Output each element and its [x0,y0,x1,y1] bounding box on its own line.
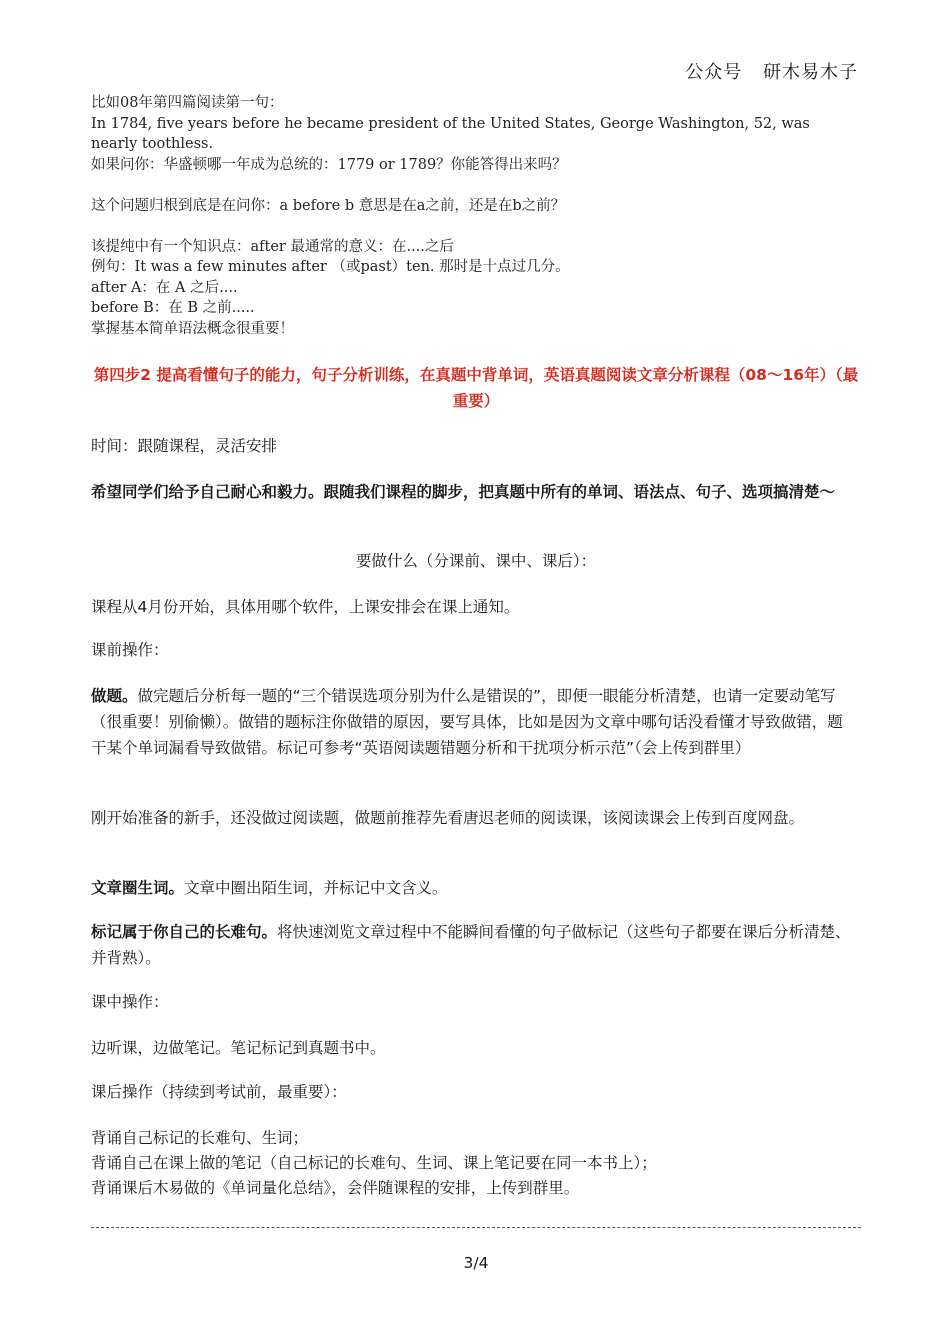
section-heading: 第四步2 提高看懂句子的能力，句子分析训练，在真题中背单词，英语真题阅读文章分析课程（08～16年）（最重要） [93,366,859,410]
do-questions-text: 做完题后分析每一题的“三个错误选项分别为什么是错误的”，即便一眼能分析清楚，也请一定要动笔写（很重要！别偷懒）。做错的题标注你做错的原因，要写具体，比如是因为文章中哪句话没看懂才导致做错，题干某个单词漏看导致做错。标记可参考“英语阅读题错题分析和干扰项分析示范”（会上传到群里） [91,687,843,757]
time-line: 时间：跟随课程，灵活安排 [91,437,278,455]
grammar-note: 掌握基本简单语法概念很重要！ [91,320,294,337]
what-to-do-line: 要做什么（分课前、课中、课后）： [355,552,597,570]
do-questions-bold: 做题。 [91,687,138,705]
example-intro: 比如08年第四篇阅读第一句： [91,95,284,111]
after-class-line-1: 背诵自己标记的长难句、生词； [91,1129,309,1147]
example-block [91,93,851,339]
footer-divider [91,1227,861,1228]
after-class-line-3: 背诵课后木易做的《单词量化总结》，会伴随课程的安排，上传到群里。 [91,1179,580,1197]
course-start-line: 课程从4月份开始，具体用哪个软件，上课安排会在课上通知。 [91,598,520,616]
before-class-title: 课前操作： [91,641,169,659]
page-number: 3/4 [463,1254,489,1272]
beginner-note: 刚开始准备的新手，还没做过阅读题，做题前推荐先看唐迟老师的阅读课，该阅读课会上传到百度网盘。 [91,809,805,827]
during-class-title: 课中操作： [91,993,169,1011]
knowledge-point: 该提纯中有一个知识点：after 最通常的意义：在....之后 [91,238,454,255]
account-name: 研木易木子 [763,62,858,83]
after-rule: after A：在 A 之后.... [91,279,238,296]
account-label: 公众号 [685,62,743,83]
hope-line: 希望同学们给予自己耐心和毅力。跟随我们课程的脚步，把真题中所有的单词、语法点、句子、选项搞清楚～ [91,483,836,501]
circle-words-text: 文章中圈出陌生词，并标记中文含义。 [184,879,448,897]
example-sentence-2: 例句：It was a few minutes after （或past）ten. 那时是十点过几分。 [91,259,570,275]
mark-sentences-text: 将快速浏览文章过程中不能瞬间看懂的句子做标记（这些句子都要在课后分析清楚、并背熟）。 [91,923,851,967]
circle-words-bold: 文章圈生词。 [91,879,185,897]
example-explanation: 这个问题归根到底是在问你：a before b 意思是在a之前，还是在b之前？ [91,197,566,214]
after-class-title: 课后操作（持续到考试前，最重要）： [91,1083,347,1101]
before-rule: before B：在 B 之前..... [91,300,255,316]
do-questions-paragraph [91,683,856,761]
during-class-text: 边听课，边做笔记。笔记标记到真题书中。 [91,1039,386,1057]
example-sentence: In 1784, five years before he became president of the United States, George Washington, 52, was nearly toothless. [91,115,810,152]
mark-sentences-bold: 标记属于你自己的长难句。 [91,923,278,941]
example-question: 如果问你：华盛顿哪一年成为总统的：1779 or 1789？你能答得出来吗？ [91,156,567,173]
circle-words-paragraph [91,875,856,901]
after-class-line-2: 背诵自己在课上做的笔记（自己标记的长难句、生词、课上笔记要在同一本书上）； [91,1154,657,1172]
mark-sentences-paragraph [91,919,856,971]
page-header [685,58,858,84]
